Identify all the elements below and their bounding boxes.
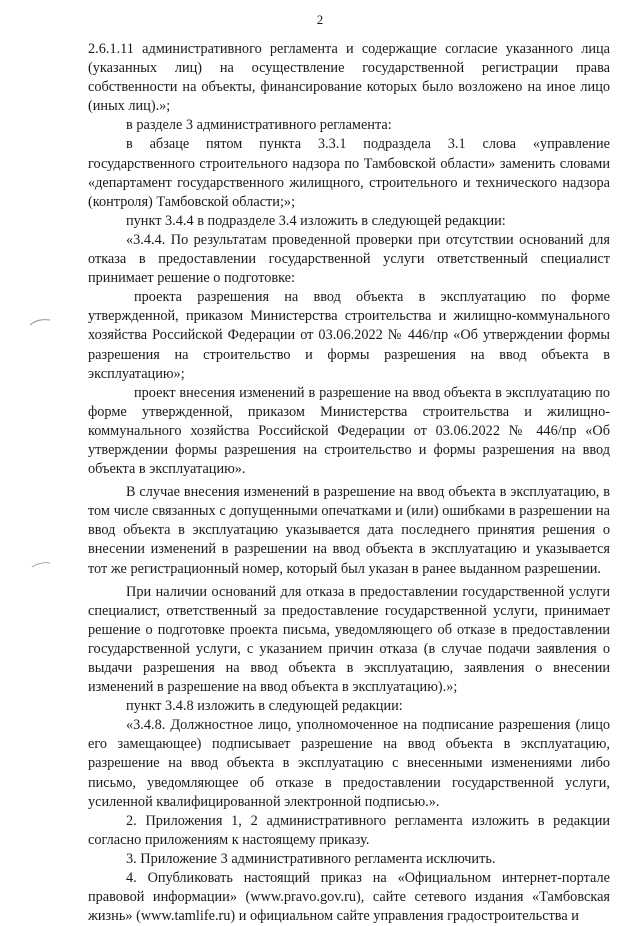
paragraph: 2. Приложения 1, 2 административного регламента изложить в редакции согласно приложениям к настоящему приказу. [88, 812, 610, 848]
paragraph: «3.4.8. Должностное лицо, уполномоченное на подписание разрешения (лицо его замещающее) подписывает разрешение на ввод объекта в эксплуатацию, разрешение на ввод объекта в эксплуатацию с внесенными изменениями либо письмо, уведомляющее об отказе в предоставлении государственной услуги, усиленной квалифицированной электронной подписью.». [88, 717, 610, 810]
paragraph: проекта разрешения на ввод объекта в эксплуатацию по форме утвержденной, приказом Министерства строительства и жилищно-коммунального хозяйства Российской Федерации от 03.06.2022 № 446/пр «Об утверждении формы разрешения на строительство и формы разрешения на ввод объекта в эксплуатацию»; [88, 289, 610, 382]
paragraph: В случае внесения изменений в разрешение на ввод объекта в эксплуатацию, в том числе связанных с допущенными опечатками и (или) ошибками в разрешении на ввод объекта в эксплуатацию указывается дата последнего принятия решения о внесении изменений в разрешении на ввод объекта в эксплуатацию и указывается тот же регистрационный номер, который был указан в ранее выданном разрешении. [88, 484, 610, 577]
paragraph: в абзаце пятом пункта 3.3.1 подраздела 3.1 слова «управление государственного строительного надзора по Тамбовской области» заменить словами «департамент государственного жилищного, строительного и технического надзора (контроля) Тамбовской области;»; [88, 136, 610, 210]
paragraph: 2.6.1.11 административного регламента и содержащие согласие указанного лица (указанных лиц) на осуществление государственной регистрации права собственности на объекты, финансирование которых было возложено на иное лицо (иных лиц).»; [88, 41, 610, 115]
page-number: 2 [316, 12, 324, 27]
scan-mark-lower [30, 560, 52, 570]
paragraph: в разделе 3 административного регламента: [126, 117, 392, 134]
paragraph: проект внесения изменений в разрешение на ввод объекта в эксплуатацию по форме утвержденной, приказом Министерства строительства и жилищно-коммунального хозяйства Российской Федерации от 03.06.2022 № 446/пр «Об утверждении формы разрешения на строительство и формы разрешения на ввод объекта в эксплуатацию». [88, 384, 610, 478]
paragraph: При наличии оснований для отказа в предоставлении государственной услуги специалист, ответственный за предоставление государственной услуги, принимает решение о подготовке проекта письма, уведомляющего об отказе в предоставлении государственной услуги, с указанием причин отказа (в случае подачи заявления о выдачи разрешения на ввод объекта в эксплуатацию, заявления о внесении изменений в разрешение на ввод объекта в эксплуатацию).»; [88, 583, 610, 696]
paragraph: 4. Опубликовать настоящий приказ на «Официальном интернет-портале правовой информации» (www.pravo.gov.ru), сайте сетевого издания «Тамбовская жизнь» (www.tamlife.ru) и официальном сайте управления градостроительства и [88, 870, 610, 925]
paragraph: 3. Приложение 3 административного регламента исключить. [126, 850, 496, 867]
scan-mark-upper [28, 316, 52, 328]
paragraph: «3.4.4. По результатам проведенной проверки при отсутствии оснований для отказа в предоставлении государственной услуги ответственный специалист принимает решение о подготовке: [88, 231, 610, 287]
paragraph: пункт 3.4.8 изложить в следующей редакции: [126, 698, 403, 715]
paragraph: пункт 3.4.4 в подразделе 3.4 изложить в следующей редакции: [126, 212, 506, 229]
document-body [88, 40, 610, 926]
